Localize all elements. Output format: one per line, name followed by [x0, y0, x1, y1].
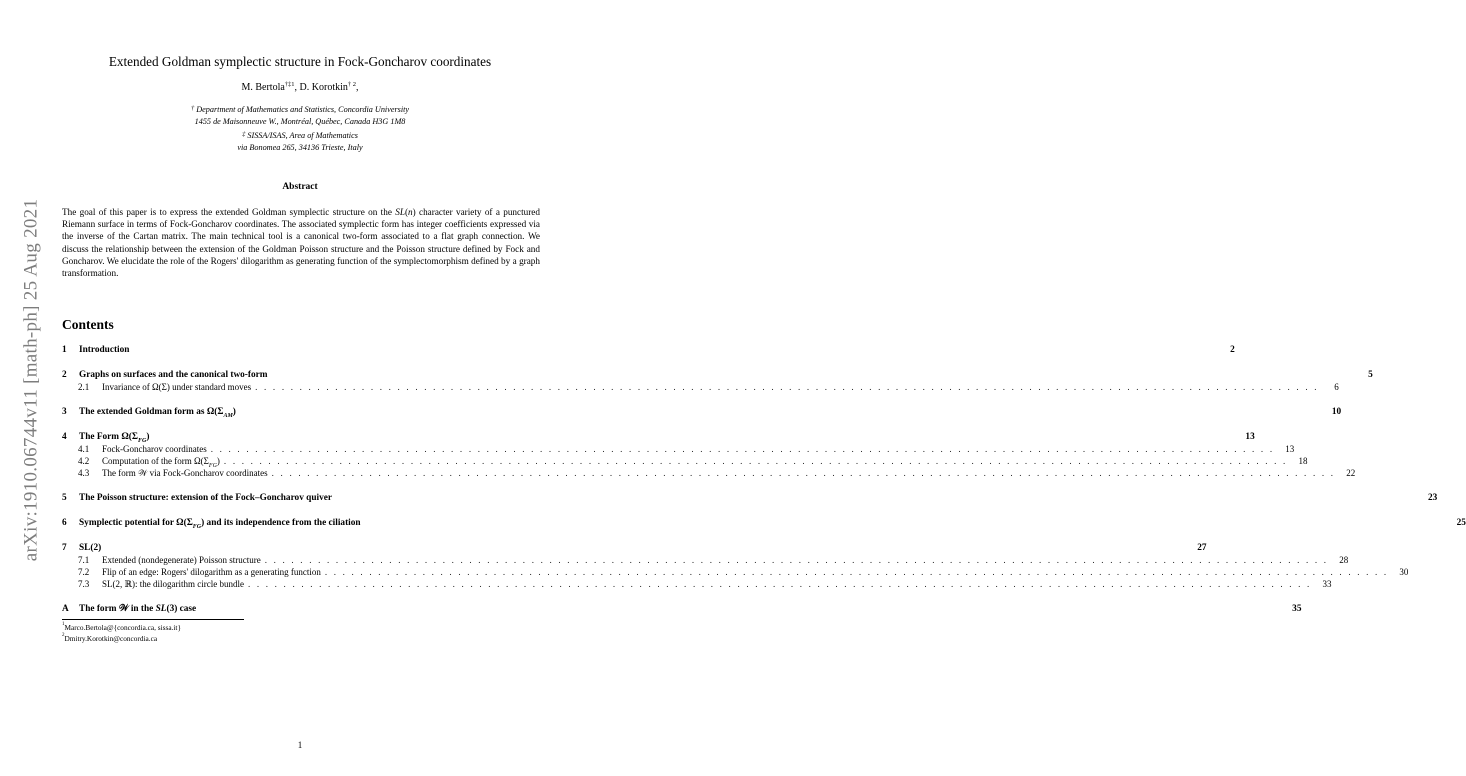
- toc-title: [102, 567, 321, 577]
- toc-number: 4: [62, 432, 67, 442]
- toc-leader-dots: . . . . . . . . . . . . . . . . . . . . . . . . . . . . . . . . . . . . . . . . . . . . . . . . . . . . . . . . . . . . . . . . . . . . . . . . . . . . . . . . . . . . . . . . . . . . . . . . . . . . . . . . . . . . . . . . . . . . . . . .: [247, 579, 1312, 589]
- page-number: 1: [297, 740, 303, 750]
- toc-number: 3: [62, 407, 67, 417]
- affiliation-address: 1455 de Maisonneuve W., Montréal, Québec, Canada H3G 1M8: [194, 117, 406, 126]
- toc-title: [79, 407, 236, 419]
- toc-page-number: 22: [1346, 468, 1356, 478]
- toc-title-text: The form 𝒲 in the: [79, 604, 156, 614]
- toc-number: 6: [62, 518, 67, 528]
- toc-number: 7.1: [78, 555, 90, 565]
- toc-subsection-entry[interactable]: [62, 456, 1308, 469]
- toc-page-number: 2: [1230, 345, 1235, 355]
- footnote-text: Dmitry.Korotkin@concordia.ca: [64, 634, 158, 643]
- toc-title-text: Computation of the form Ω(Σ: [102, 456, 209, 466]
- toc-leader-dots: . . . . . . . . . . . . . . . . . . . . . . . . . . . . . . . . . . . . . . . . . . . . . . . . . . . . . . . . . . . . . . . . . . . . . . . . . . . . . . . . . . . . . . . . . . . . . . . . . . . . . . . . . . . . . . . . . . . . . . . .: [324, 567, 1389, 577]
- toc-title-tail: ): [232, 407, 236, 417]
- toc-page-number: 27: [1197, 543, 1207, 553]
- toc-subsection-entry[interactable]: [62, 444, 1295, 456]
- toc-number: 2.1: [78, 382, 90, 392]
- toc-title-tail: ): [216, 456, 220, 466]
- toc-title: [79, 518, 361, 530]
- toc-title: [79, 345, 129, 355]
- toc-subsection-entry[interactable]: [62, 555, 1349, 567]
- toc-title: [79, 493, 332, 503]
- footnote-1: [62, 623, 181, 632]
- toc-number: 5: [62, 493, 67, 503]
- toc-title-tail: ): [146, 432, 150, 442]
- toc-number: 7.3: [78, 579, 90, 589]
- contents-heading: Contents: [62, 317, 114, 332]
- toc-leader-dots: . . . . . . . . . . . . . . . . . . . . . . . . . . . . . . . . . . . . . . . . . . . . . . . . . . . . . . . . . . . . . . . . . . . . . . . . . . . . . . . . . . . . . . . . . . . . . . . . . . . . . . . . . . . . . . . . . . . . . . . .: [264, 555, 1329, 565]
- toc-title-text: Introduction: [79, 345, 130, 355]
- toc-section-entry[interactable]: [62, 432, 1255, 444]
- toc-title-subscript: AM: [223, 412, 233, 419]
- abstract-text: ) character variety of a punctured Riemann surface in terms of Fock-Goncharov coordinates. The associated symplectic form has integer coefficients expressed via the inverse of the Cartan matrix. The main technical tool is a canonical two-form associated to a flat graph connection. We discuss the relationship between the extension of the Goldman Poisson structure and the Poisson structure defined by Fock and Goncharov. We elucidate the role of the Rogers' dilogarithm as generating function of the symplectomorphism defined by a graph transformation.: [62, 207, 540, 279]
- paper-title: Extended Goldman symplectic structure in Fock-Goncharov coordinates: [108, 54, 492, 69]
- abstract-text: (: [404, 207, 409, 217]
- toc-subsection-entry[interactable]: [62, 382, 1339, 394]
- affiliation-sissa: [0, 130, 600, 154]
- toc-leader-dots: . . . . . . . . . . . . . . . . . . . . . . . . . . . . . . . . . . . . . . . . . . . . . . . . . . . . . . . . . . . . . . . . . . . . . . . . . . . . . . . . . . . . . . . . . . . . . . . . . . . . . . . . . . . . . . . . . . . . . . . .: [223, 456, 1288, 466]
- toc-title-tail: (3) case: [166, 604, 197, 614]
- toc-title: [79, 543, 101, 553]
- toc-page-number: 13: [1285, 444, 1295, 454]
- footnote-2: [62, 634, 157, 643]
- author-separator: ,: [294, 82, 300, 93]
- toc-section-entry[interactable]: [62, 370, 1373, 382]
- author-end: ,: [356, 82, 359, 93]
- toc-title: [79, 370, 268, 380]
- abstract-text: The goal of this paper is to express the extended Goldman symplectic structure on the: [62, 207, 396, 217]
- footnote-text: Marco.Bertola@{concordia.ca, sissa.it}: [64, 623, 181, 632]
- author-bertola: M. Bertola: [241, 82, 285, 93]
- toc-number: 1: [62, 345, 67, 355]
- toc-title-text: Symplectic potential for Ω(Σ: [79, 518, 193, 528]
- footnote-mark: 1: [62, 622, 65, 627]
- toc-title: [102, 456, 220, 469]
- author-line: [0, 82, 600, 93]
- toc-title-text: Flip of an edge: Rogers' dilogarithm as a generating function: [102, 567, 321, 577]
- toc-number: 4.3: [78, 468, 90, 478]
- footnote-mark: 2: [62, 633, 65, 638]
- toc-page-number: 33: [1322, 579, 1332, 589]
- abstract-body: [62, 206, 540, 279]
- toc-leader-dots: . . . . . . . . . . . . . . . . . . . . . . . . . . . . . . . . . . . . . . . . . . . . . . . . . . . . . . . . . . . . . . . . . . . . . . . . . . . . . . . . . . . . . . . . . . . . . . . . . . . . . . . . . . . . . . . . . . . . . . . .: [210, 444, 1275, 454]
- toc-title-subscript: FG: [137, 437, 147, 444]
- toc-page-number: 23: [1428, 493, 1438, 503]
- math-n: n: [408, 207, 413, 217]
- toc-subsection-entry[interactable]: [62, 579, 1332, 591]
- toc-section-entry[interactable]: [62, 543, 1207, 555]
- toc-number: 4.2: [78, 456, 90, 466]
- toc-title: [102, 382, 251, 392]
- toc-page-number: 25: [1456, 518, 1466, 528]
- math-sl: SL: [395, 207, 405, 217]
- toc-subsection-entry[interactable]: [62, 468, 1356, 480]
- toc-number: A: [62, 604, 69, 614]
- toc-number: 7: [62, 543, 67, 553]
- affiliation-address: via Bonomea 265, 34136 Trieste, Italy: [237, 143, 363, 152]
- affiliation-concordia: [0, 104, 600, 128]
- toc-page-number: 13: [1245, 432, 1255, 442]
- toc-page-number: 5: [1368, 370, 1373, 380]
- toc-number: 7.2: [78, 567, 90, 577]
- toc-title: [102, 555, 261, 565]
- toc-number: 4.1: [78, 444, 90, 454]
- ddagger-mark: ‡: [242, 131, 246, 138]
- toc-title-subscript: FG: [208, 462, 217, 469]
- toc-section-entry[interactable]: [62, 518, 1466, 530]
- toc-page-number: 18: [1298, 456, 1308, 466]
- toc-section-entry[interactable]: [62, 604, 1302, 616]
- toc-title-text: Extended (nondegenerate) Poisson structure: [102, 555, 261, 565]
- toc-title: [79, 432, 149, 444]
- toc-section-entry[interactable]: [62, 493, 1438, 505]
- toc-leader-dots: . . . . . . . . . . . . . . . . . . . . . . . . . . . . . . . . . . . . . . . . . . . . . . . . . . . . . . . . . . . . . . . . . . . . . . . . . . . . . . . . . . . . . . . . . . . . . . . . . . . . . . . . . . . . . . . . . . . . . . . .: [255, 382, 1319, 392]
- toc-title: [79, 604, 196, 614]
- toc-page-number: 10: [1331, 407, 1342, 417]
- dagger-mark: †: [190, 105, 195, 112]
- toc-title-tail: ) and its independence from the ciliation: [201, 518, 361, 528]
- author-korotkin: D. Korotkin: [299, 82, 348, 93]
- toc-title-text: The Poisson structure: extension of the Fock–Goncharov quiver: [79, 493, 332, 503]
- toc-section-entry[interactable]: [62, 407, 1342, 419]
- toc-title: [102, 444, 207, 454]
- toc-leader-dots: . . . . . . . . . . . . . . . . . . . . . . . . . . . . . . . . . . . . . . . . . . . . . . . . . . . . . . . . . . . . . . . . . . . . . . . . . . . . . . . . . . . . . . . . . . . . . . . . . . . . . . . . . . . . . . . . . . . . . . . .: [271, 468, 1336, 478]
- toc-title-text: Graphs on surfaces and the canonical two-form: [79, 370, 268, 380]
- toc-title-text: SL(2, ℝ): the dilogarithm circle bundle: [102, 579, 244, 589]
- toc-number: 2: [62, 370, 67, 380]
- toc-title-text: SL(2): [79, 543, 102, 553]
- footnote-rule: [62, 619, 244, 620]
- affiliation-line: SISSA/ISAS, Area of Mathematics: [247, 131, 358, 140]
- toc-title-text: The Form Ω(Σ: [79, 432, 138, 442]
- abstract-heading: Abstract: [282, 182, 318, 192]
- toc-title-math: SL: [155, 604, 167, 614]
- toc-title-text: The extended Goldman form as Ω(Σ: [79, 407, 224, 417]
- toc-title: [102, 468, 268, 479]
- toc-subsection-entry[interactable]: [62, 567, 1409, 579]
- affiliation-line: Department of Mathematics and Statistics, Concordia University: [196, 105, 410, 114]
- toc-title-text: Invariance of Ω(Σ) under standard moves: [102, 382, 252, 392]
- author-bertola-marks: †‡1: [284, 81, 295, 88]
- toc-title-text: The form 𝒲 via Fock-Goncharov coordinates: [102, 468, 268, 478]
- author-korotkin-marks: † 2: [347, 81, 357, 88]
- toc-page-number: 28: [1339, 555, 1349, 565]
- toc-page-number: 30: [1399, 567, 1409, 577]
- toc-title-subscript: FG: [192, 523, 202, 530]
- toc-title-text: Fock-Goncharov coordinates: [102, 444, 207, 454]
- arxiv-identifier: arXiv:1910.06744v11 [math-ph] 25 Aug 2021: [20, 198, 41, 562]
- toc-page-number: 6: [1334, 382, 1339, 392]
- toc-section-entry[interactable]: [62, 345, 1235, 357]
- arxiv-stamp: [16, 190, 46, 570]
- toc-page-number: 35: [1292, 604, 1302, 614]
- toc-title: [102, 579, 244, 590]
